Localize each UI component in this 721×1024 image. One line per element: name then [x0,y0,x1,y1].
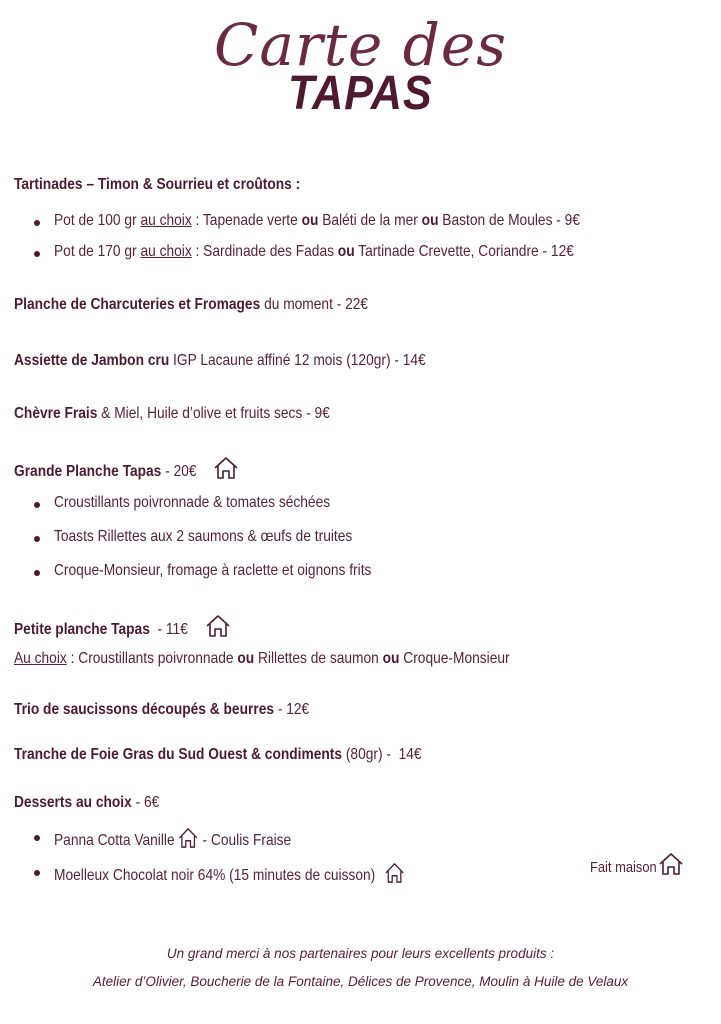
section-foie-gras: Tranche de Foie Gras du Sud Ouest & condiments (80gr) - 14€ [14,746,422,763]
fait-maison-legend: Fait maison [590,852,684,876]
section-desserts: Desserts au choix - 6€ [14,794,160,811]
section-planche: Planche de Charcuteries et Fromages du moment - 22€ [14,296,369,313]
section-jambon: Assiette de Jambon cru IGP Lacaune affiné 12 mois (120gr) - 14€ [14,352,426,369]
section-trio: Trio de saucissons découpés & beurres - 12€ [14,701,310,718]
footer-thanks: Un grand merci à nos partenaires pour leurs excellents produits : [166,946,555,961]
tartinades-title: Tartinades – Timon & Sourrieu et croûtons : [14,176,301,193]
petite-choice-line: Au choix : Croustillants poivronnade ou Rillettes de saumon ou Croque-Monsieur [14,650,510,667]
list-item: Croustillants poivronnade & tomates séchées [34,494,375,512]
list-item: Pot de 170 gr au choix : Sardinade des Fadas ou Tartinade Crevette, Coriandre - 12€ [34,243,659,261]
list-item: Moelleux Chocolat noir 64% (15 minutes de cuisson) [34,862,462,885]
house-icon [658,852,684,876]
section-chevre: Chèvre Frais & Miel, Huile d’olive et fruits secs - 9€ [14,405,330,422]
list-item: Toasts Rillettes aux 2 saumons & œufs de truites [34,528,401,546]
section-grande-planche: Grande Planche Tapas - 20€ [14,456,239,481]
main-title: TAPAS [288,67,433,120]
script-title: Carte des [214,11,507,79]
menu-header [0,11,721,120]
house-icon [178,827,199,849]
house-icon [213,456,239,480]
list-item: Pot de 100 gr au choix : Tapenade verte ou Baléti de la mer ou Baston de Moules - 9€ [34,212,666,230]
section-tartinades [14,176,347,194]
list-item: Croque-Monsieur, fromage à raclette et oignons frits [34,562,423,580]
house-icon [384,862,405,884]
section-petite-planche: Petite planche Tapas - 11€ [14,614,231,639]
footer-partners: Atelier d’Olivier, Boucherie de la Fontaine, Délices de Provence, Moulin à Huile de Velaux [92,974,629,989]
house-icon [205,614,231,638]
list-item: Panna Cotta Vanille - Coulis Fraise [34,827,330,850]
